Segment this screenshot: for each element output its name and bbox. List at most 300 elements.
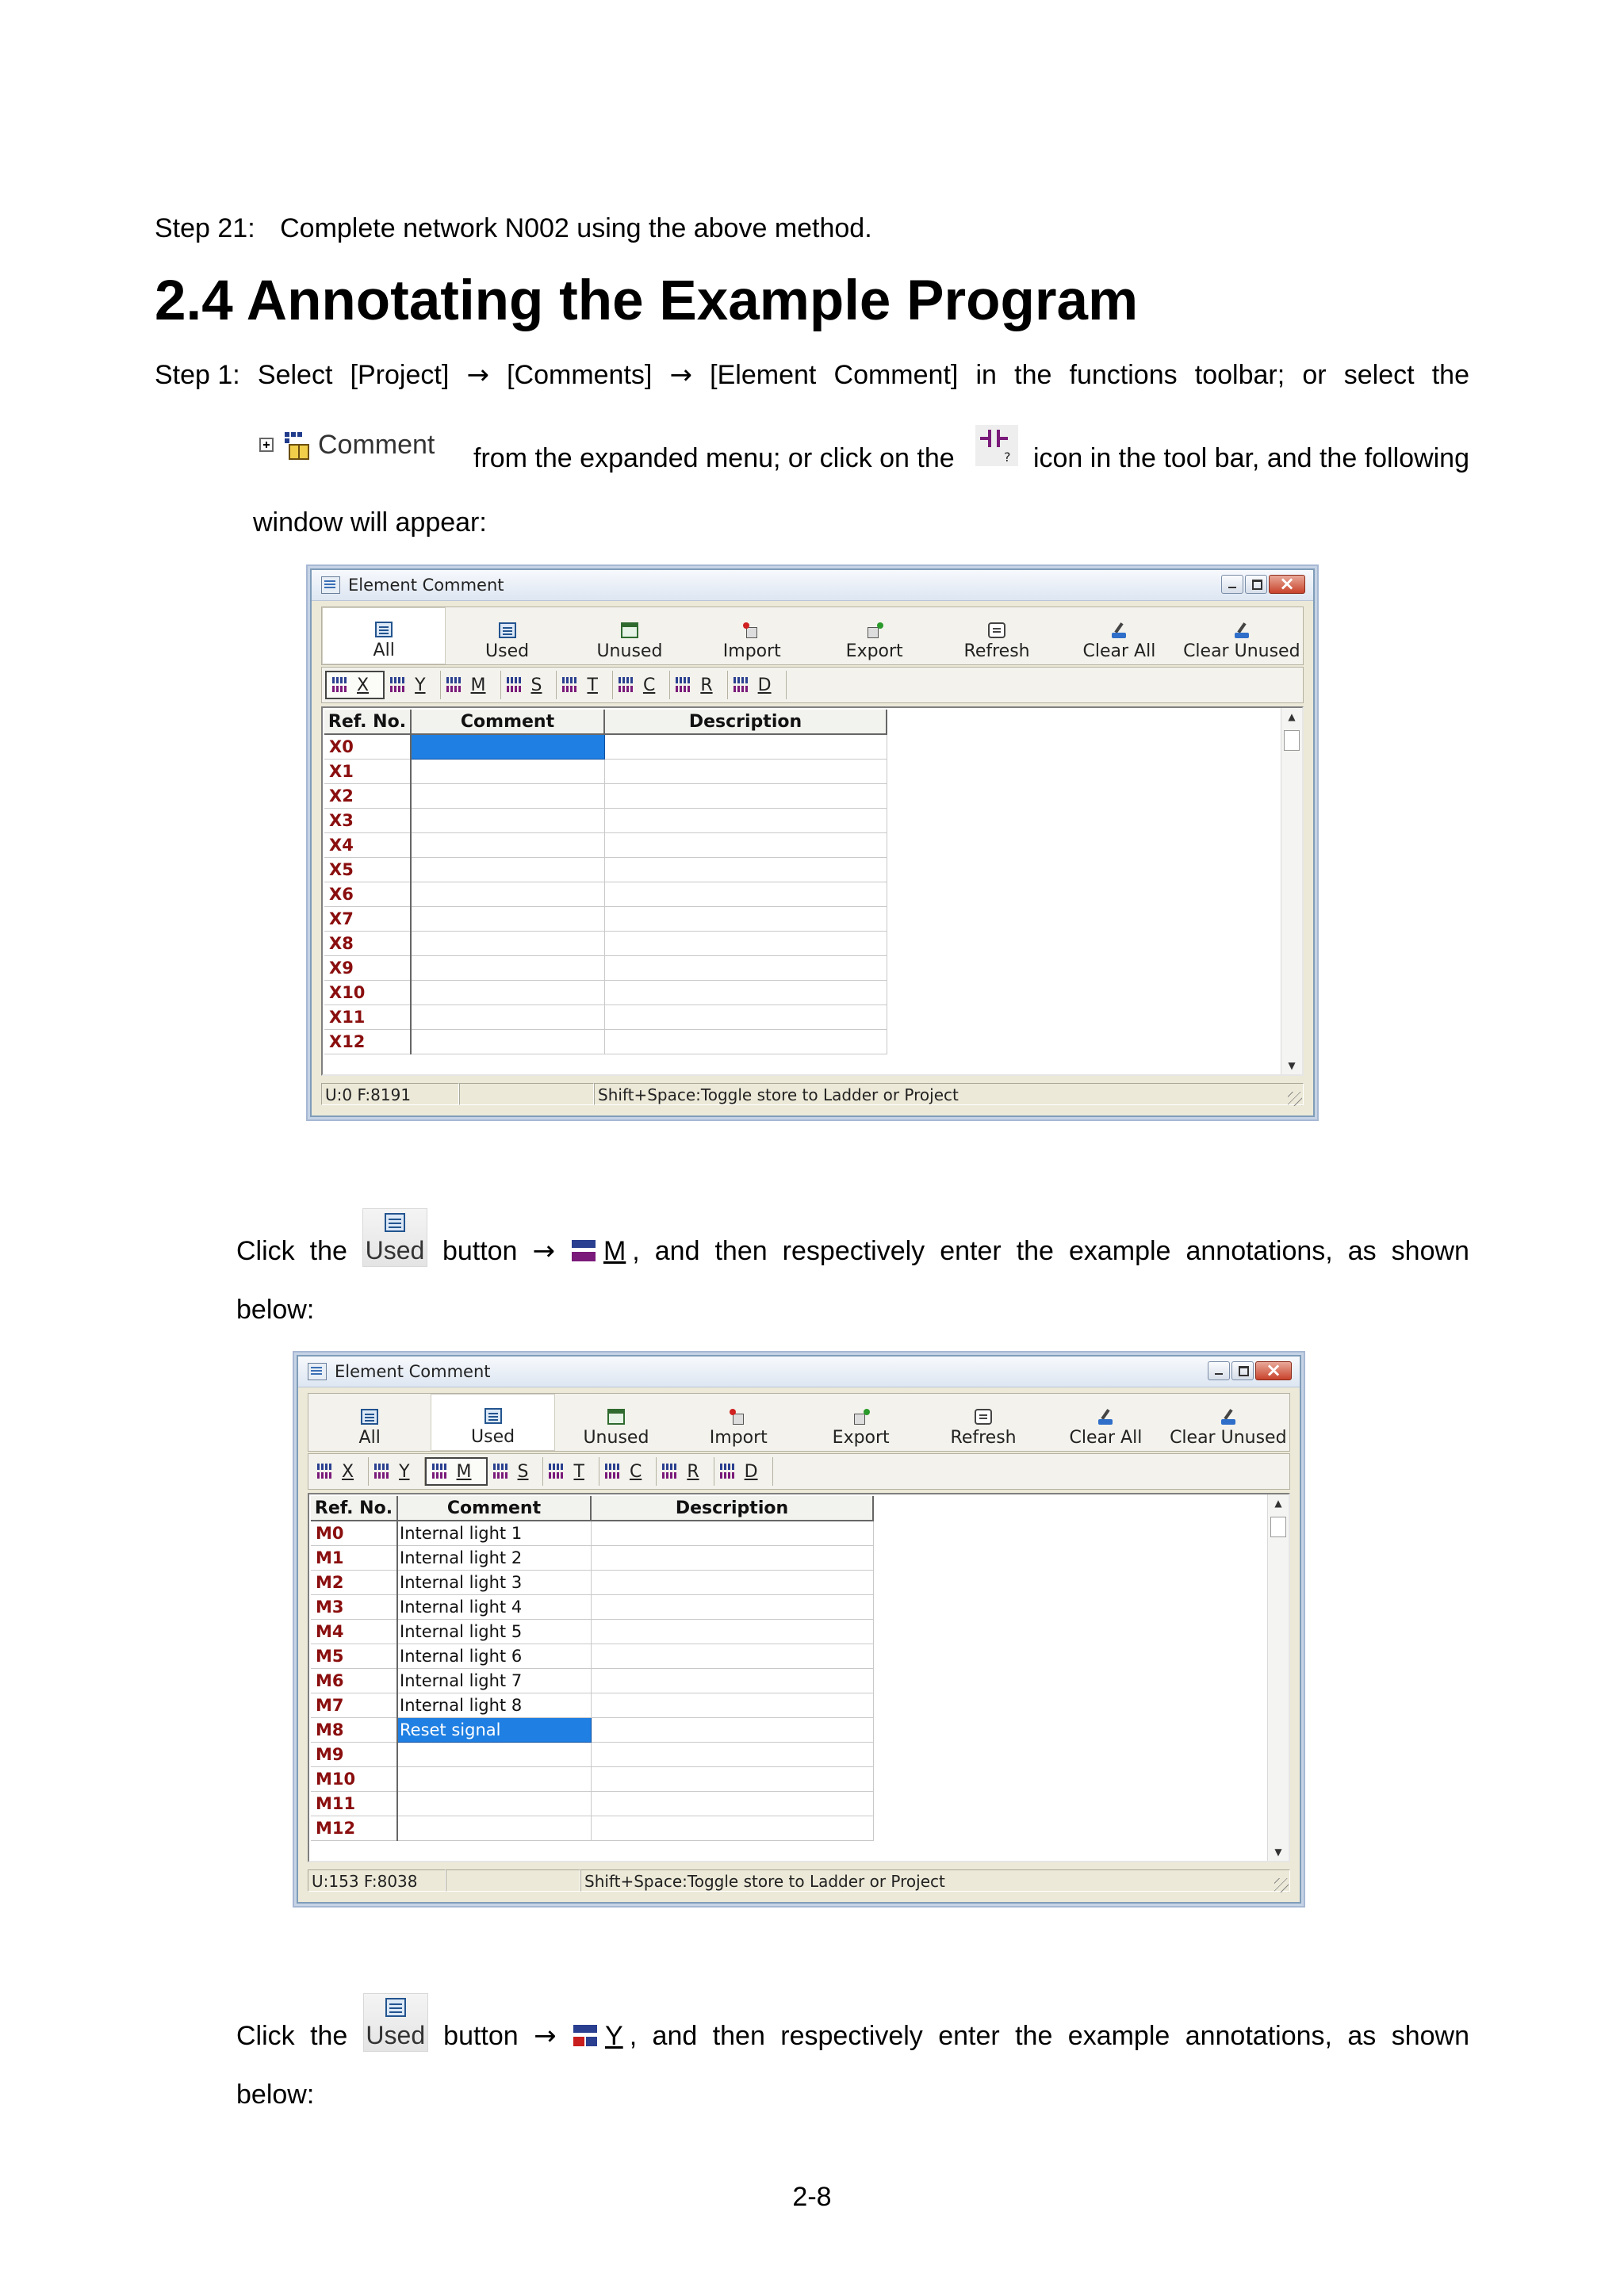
comment-cell[interactable]: Internal light 1 — [397, 1521, 591, 1546]
table-row[interactable] — [324, 907, 887, 932]
word: annotations, — [1185, 2021, 1332, 2051]
m-device-icon — [431, 1463, 449, 1480]
word: as — [1347, 1236, 1377, 1266]
comment-cell[interactable] — [411, 784, 604, 809]
word: enter — [940, 1236, 1002, 1266]
col-comment-header[interactable]: Comment — [397, 1496, 591, 1521]
refresh-button[interactable] — [922, 1394, 1044, 1451]
element-comment-window-1 — [310, 568, 1315, 1117]
ref-cell: M11 — [311, 1792, 397, 1816]
ref-cell: M7 — [311, 1693, 397, 1718]
all-button[interactable] — [322, 607, 446, 664]
device-r-button[interactable] — [657, 1457, 714, 1486]
ref-cell: X3 — [324, 809, 411, 833]
r-device-icon — [675, 676, 692, 694]
description-cell[interactable] — [604, 809, 887, 833]
word: toolbar; — [1194, 360, 1285, 390]
table-row[interactable] — [311, 1521, 873, 1546]
table-row[interactable] — [324, 734, 887, 760]
para2-tail: below: — [236, 1295, 315, 1325]
resize-grip-icon[interactable] — [1288, 1092, 1302, 1106]
device-d-button[interactable] — [728, 671, 787, 699]
button-label: Y — [399, 1461, 410, 1482]
device-x-button[interactable] — [325, 671, 385, 699]
button-label: M — [470, 675, 486, 695]
comment-book-icon — [282, 430, 313, 461]
description-cell[interactable] — [591, 1693, 873, 1718]
table-row[interactable] — [311, 1644, 873, 1669]
col-description-header[interactable]: Description — [604, 710, 887, 734]
description-cell[interactable] — [591, 1595, 873, 1620]
x-device-icon — [316, 1463, 334, 1480]
device-t-button[interactable] — [543, 1457, 599, 1486]
m-button-image — [570, 1235, 640, 1267]
step21-text: Complete network N002 using the above method. — [280, 213, 872, 243]
comment-node-label: Comment — [318, 430, 435, 460]
description-cell[interactable] — [604, 907, 887, 932]
close-button[interactable] — [1269, 575, 1305, 594]
word: the — [309, 1236, 347, 1266]
table-row[interactable] — [311, 1816, 873, 1841]
export-button[interactable] — [814, 607, 936, 664]
ref-cell: X12 — [324, 1030, 411, 1054]
table-row[interactable] — [311, 1595, 873, 1620]
maximize-button[interactable] — [1231, 1361, 1254, 1380]
word: shown — [1391, 1236, 1469, 1266]
comment-cell[interactable]: Internal light 2 — [397, 1546, 591, 1571]
word: respectively — [782, 1236, 925, 1266]
button-label: Unused — [583, 1428, 649, 1448]
status-empty — [446, 1869, 580, 1892]
used-button[interactable] — [446, 607, 568, 664]
col-ref-header[interactable]: Ref. No. — [324, 710, 411, 734]
resize-grip-icon[interactable] — [1274, 1878, 1289, 1892]
refresh-icon — [975, 1409, 992, 1425]
word: button — [442, 1236, 518, 1266]
description-cell[interactable] — [591, 1743, 873, 1767]
status-bar — [321, 1081, 1304, 1108]
all-list-icon — [375, 622, 393, 637]
word: in — [975, 360, 997, 390]
step1-text3: window will appear: — [253, 507, 487, 538]
ref-cell: M2 — [311, 1571, 397, 1595]
close-button[interactable] — [1255, 1361, 1292, 1380]
comment-cell[interactable] — [397, 1767, 591, 1792]
unused-button[interactable] — [555, 1394, 677, 1451]
description-cell[interactable] — [604, 1030, 887, 1054]
scroll-thumb[interactable] — [1270, 1517, 1286, 1537]
table-row[interactable] — [311, 1767, 873, 1792]
used-list-icon — [383, 1212, 407, 1234]
minimize-button[interactable] — [1221, 575, 1243, 594]
button-label: T — [587, 675, 598, 695]
clear-all-button[interactable] — [1058, 607, 1180, 664]
button-label: Clear All — [1082, 641, 1156, 661]
comment-cell[interactable] — [411, 809, 604, 833]
comment-cell[interactable] — [411, 932, 604, 956]
ref-cell: M0 — [311, 1521, 397, 1546]
status-count: U:0 F:8191 — [321, 1083, 459, 1105]
ref-cell: X8 — [324, 932, 411, 956]
description-cell[interactable] — [604, 858, 887, 882]
button-label: Export — [832, 1428, 890, 1448]
page-number: 2-8 — [792, 2182, 832, 2212]
device-x-button[interactable] — [312, 1457, 369, 1486]
button-label: All — [373, 641, 395, 660]
ref-cell: X0 — [324, 734, 411, 760]
word: the — [1014, 360, 1052, 390]
clear-brush-icon — [1097, 1409, 1114, 1425]
description-cell[interactable] — [604, 833, 887, 858]
description-cell[interactable] — [604, 932, 887, 956]
table-row[interactable] — [311, 1669, 873, 1693]
status-hint: Shift+Space:Toggle store to Ladder or Project — [580, 1869, 1290, 1892]
import-button[interactable] — [691, 607, 813, 664]
section-heading: 2.4 Annotating the Example Program — [155, 270, 1139, 332]
button-label: X — [342, 1461, 354, 1482]
comment-table — [311, 1496, 874, 1841]
description-cell[interactable] — [591, 1521, 873, 1546]
description-cell[interactable] — [591, 1718, 873, 1743]
description-cell[interactable] — [591, 1546, 873, 1571]
vertical-scrollbar[interactable] — [1281, 708, 1302, 1074]
word: the — [1016, 1236, 1054, 1266]
col-ref-header[interactable]: Ref. No. — [311, 1496, 397, 1521]
description-cell[interactable] — [604, 956, 887, 981]
unused-button[interactable] — [569, 607, 691, 664]
col-comment-header[interactable]: Comment — [411, 710, 604, 734]
comment-cell[interactable] — [411, 760, 604, 784]
r-device-icon — [661, 1463, 679, 1480]
table-row[interactable] — [324, 882, 887, 907]
button-image-label: Used — [365, 1236, 425, 1265]
col-description-header[interactable]: Description — [591, 1496, 873, 1521]
y-device-icon — [373, 1463, 391, 1480]
description-cell[interactable] — [604, 981, 887, 1005]
export-button[interactable] — [800, 1394, 922, 1451]
x-device-icon — [331, 676, 349, 694]
para3-tail: below: — [236, 2080, 315, 2110]
used-button-image — [362, 1208, 427, 1267]
table-row[interactable] — [324, 956, 887, 981]
comment-grid — [308, 1493, 1290, 1862]
device-type-toolbar — [321, 667, 1304, 703]
description-cell[interactable] — [604, 760, 887, 784]
button-label: Import — [709, 1428, 768, 1448]
c-device-icon — [618, 676, 635, 694]
ref-cell: X5 — [324, 858, 411, 882]
button-label: D — [757, 675, 772, 695]
button-image-label: M — [603, 1236, 626, 1266]
y-button-image — [572, 2020, 637, 2052]
word: [Project] — [350, 360, 450, 390]
table-row[interactable] — [324, 760, 887, 784]
ref-cell: X2 — [324, 784, 411, 809]
ref-cell: M10 — [311, 1767, 397, 1792]
ref-cell: M3 — [311, 1595, 397, 1620]
comment-cell[interactable] — [411, 858, 604, 882]
description-cell[interactable] — [591, 1644, 873, 1669]
table-row[interactable] — [311, 1620, 873, 1644]
ref-cell: X6 — [324, 882, 411, 907]
ref-cell: X7 — [324, 907, 411, 932]
button-label: Clear Unused — [1183, 641, 1300, 661]
word: shown — [1391, 2021, 1469, 2051]
import-icon — [730, 1409, 747, 1425]
table-row[interactable] — [324, 932, 887, 956]
ref-cell: M6 — [311, 1669, 397, 1693]
word: and — [654, 1236, 700, 1266]
word: button — [443, 2021, 519, 2051]
status-empty — [459, 1083, 594, 1105]
button-label: Refresh — [950, 1428, 1017, 1448]
description-cell[interactable] — [604, 734, 887, 760]
button-label: C — [629, 1461, 642, 1482]
button-label: Unused — [596, 641, 663, 661]
word: the — [1015, 2021, 1053, 2051]
table-row[interactable] — [324, 809, 887, 833]
scroll-up-arrow-icon[interactable]: ▲ — [1288, 711, 1296, 722]
ref-cell: M4 — [311, 1620, 397, 1644]
vertical-scrollbar[interactable] — [1267, 1494, 1289, 1861]
description-cell[interactable] — [591, 1792, 873, 1816]
word: example — [1068, 1236, 1171, 1266]
comment-cell[interactable] — [411, 1005, 604, 1030]
table-row[interactable] — [324, 1005, 887, 1030]
table-row[interactable] — [311, 1693, 873, 1718]
table-row[interactable] — [311, 1718, 873, 1743]
status-bar — [308, 1867, 1290, 1894]
comment-cell[interactable] — [411, 1030, 604, 1054]
element-comment-tool-icon — [975, 425, 1018, 466]
button-label: Refresh — [963, 641, 1030, 661]
table-row[interactable] — [311, 1571, 873, 1595]
comment-cell[interactable] — [397, 1792, 591, 1816]
button-label: C — [642, 675, 656, 695]
button-image-label: Y — [605, 2021, 623, 2051]
import-icon — [743, 622, 760, 638]
used-button[interactable] — [431, 1394, 554, 1451]
element-comment-icon — [975, 425, 1018, 466]
clear-brush-icon — [1220, 1409, 1237, 1425]
description-cell[interactable] — [604, 1005, 887, 1030]
m-device-icon — [446, 676, 463, 694]
description-cell[interactable] — [591, 1816, 873, 1841]
step1-line2 — [258, 428, 1469, 484]
word: or — [1302, 360, 1327, 390]
clear-all-button[interactable] — [1044, 1394, 1166, 1451]
table-row[interactable] — [324, 981, 887, 1005]
expand-plus-icon — [258, 436, 277, 455]
table-row[interactable] — [324, 833, 887, 858]
step21-line — [155, 212, 872, 244]
ref-cell: X4 — [324, 833, 411, 858]
button-label: M — [456, 1461, 472, 1482]
clear-brush-icon — [1110, 622, 1128, 638]
y-device-icon — [572, 2022, 599, 2049]
comment-cell[interactable] — [411, 734, 604, 760]
device-d-button[interactable] — [714, 1457, 773, 1486]
export-icon — [866, 622, 883, 638]
filter-toolbar — [308, 1393, 1290, 1452]
ref-cell: M8 — [311, 1718, 397, 1743]
button-label: S — [517, 1461, 529, 1482]
window-app-icon — [308, 1363, 327, 1380]
comment-grid — [321, 706, 1304, 1076]
scroll-down-arrow-icon[interactable]: ▼ — [1274, 1846, 1282, 1858]
comment-cell[interactable] — [411, 981, 604, 1005]
title-bar[interactable] — [312, 570, 1313, 601]
button-label: Clear Unused — [1170, 1428, 1287, 1448]
comment-cell[interactable] — [397, 1743, 591, 1767]
table-row[interactable] — [311, 1546, 873, 1571]
device-s-button[interactable] — [501, 671, 557, 699]
comment-cell[interactable]: Internal light 8 — [397, 1693, 591, 1718]
button-label: Y — [415, 675, 426, 695]
comment-cell[interactable] — [411, 882, 604, 907]
comment-cell[interactable]: Internal light 6 — [397, 1644, 591, 1669]
all-button[interactable] — [308, 1394, 431, 1451]
device-y-button[interactable] — [369, 1457, 424, 1486]
button-image-label: Used — [366, 2021, 426, 2049]
word: then — [714, 1236, 768, 1266]
table-row[interactable] — [311, 1743, 873, 1767]
button-label: Import — [722, 641, 781, 661]
word: respectively — [780, 2021, 923, 2051]
device-y-button[interactable] — [385, 671, 440, 699]
description-cell[interactable] — [604, 784, 887, 809]
word: select — [1343, 360, 1415, 390]
arrow-glyph: → — [669, 359, 693, 391]
button-label: Used — [485, 641, 530, 661]
ref-cell: X10 — [324, 981, 411, 1005]
comment-cell[interactable]: Internal light 4 — [397, 1595, 591, 1620]
button-label: Clear All — [1069, 1428, 1143, 1448]
minimize-button[interactable] — [1208, 1361, 1230, 1380]
used-list-icon — [384, 1997, 408, 2019]
import-button[interactable] — [677, 1394, 799, 1451]
word: [Comments] — [507, 360, 653, 390]
description-cell[interactable] — [604, 882, 887, 907]
scroll-down-arrow-icon[interactable]: ▼ — [1288, 1060, 1296, 1071]
device-r-button[interactable] — [670, 671, 727, 699]
description-cell[interactable] — [591, 1620, 873, 1644]
scroll-thumb[interactable] — [1284, 730, 1300, 751]
word: and — [652, 2021, 698, 2051]
word: then — [712, 2021, 765, 2051]
description-cell[interactable] — [591, 1767, 873, 1792]
refresh-button[interactable] — [936, 607, 1058, 664]
description-cell[interactable] — [591, 1669, 873, 1693]
device-m-button[interactable] — [425, 1457, 488, 1486]
device-c-button[interactable] — [599, 1457, 657, 1486]
table-row[interactable] — [324, 784, 887, 809]
step1-text2b: icon in the tool bar, and the following — [1032, 443, 1469, 473]
comment-cell[interactable]: Internal light 7 — [397, 1669, 591, 1693]
element-comment-window-2 — [297, 1355, 1301, 1904]
refresh-icon — [988, 622, 1005, 638]
filter-toolbar — [321, 607, 1304, 665]
ref-cell: M9 — [311, 1743, 397, 1767]
button-label: D — [744, 1461, 758, 1482]
comment-cell[interactable] — [411, 907, 604, 932]
all-list-icon — [361, 1409, 378, 1425]
used-list-icon — [499, 622, 516, 638]
s-device-icon — [506, 676, 523, 694]
step1-label: Step 1: — [155, 360, 240, 390]
title-bar[interactable] — [298, 1357, 1300, 1387]
comment-cell[interactable]: Internal light 5 — [397, 1620, 591, 1644]
device-c-button[interactable] — [613, 671, 670, 699]
word: Click — [236, 1236, 295, 1266]
c-device-icon — [604, 1463, 622, 1480]
description-cell[interactable] — [591, 1571, 873, 1595]
word: as — [1347, 2021, 1377, 2051]
button-label: All — [358, 1428, 381, 1448]
d-device-icon — [719, 1463, 737, 1480]
step1-text2a: from the expanded menu; or click on the — [473, 443, 955, 473]
button-label: Export — [845, 641, 903, 661]
table-row[interactable] — [324, 858, 887, 882]
ref-cell: X9 — [324, 956, 411, 981]
device-t-button[interactable] — [557, 671, 612, 699]
arrow-glyph: → — [534, 2020, 557, 2052]
button-label: T — [573, 1461, 584, 1482]
arrow-glyph: → — [466, 359, 489, 391]
table-row[interactable] — [311, 1792, 873, 1816]
ref-cell: M5 — [311, 1644, 397, 1669]
clear-brush-icon — [1233, 622, 1251, 638]
comment-cell[interactable] — [397, 1816, 591, 1841]
word: annotations, — [1185, 1236, 1333, 1266]
arrow-glyph: → — [532, 1235, 555, 1267]
device-m-button[interactable] — [441, 671, 501, 699]
clear-unused-button[interactable] — [1181, 607, 1303, 664]
button-label: S — [530, 675, 542, 695]
status-count: U:153 F:8038 — [308, 1869, 446, 1892]
word: the — [310, 2021, 348, 2051]
unused-list-icon — [607, 1409, 625, 1425]
button-label: R — [687, 1461, 699, 1482]
word: [Element — [710, 360, 817, 390]
comment-cell[interactable]: Internal light 3 — [397, 1571, 591, 1595]
clear-unused-button[interactable] — [1167, 1394, 1289, 1451]
step1-line1 — [155, 359, 1469, 391]
device-s-button[interactable] — [488, 1457, 544, 1486]
scroll-up-arrow-icon[interactable]: ▲ — [1274, 1498, 1282, 1509]
window-title: Element Comment — [335, 1362, 491, 1381]
svg-text:?: ? — [1004, 450, 1011, 465]
t-device-icon — [548, 1463, 565, 1480]
ref-cell: M1 — [311, 1546, 397, 1571]
comment-cell[interactable] — [411, 956, 604, 981]
y-device-icon — [389, 676, 407, 694]
used-button-image — [363, 1993, 428, 2052]
word: Comment] — [833, 360, 959, 390]
table-row[interactable] — [324, 1030, 887, 1054]
comment-cell[interactable]: Reset signal — [397, 1718, 591, 1743]
button-label: X — [357, 675, 370, 695]
comment-cell[interactable] — [411, 833, 604, 858]
maximize-button[interactable] — [1245, 575, 1267, 594]
status-hint: Shift+Space:Toggle store to Ladder or Project — [594, 1083, 1304, 1105]
button-label: Used — [471, 1427, 515, 1447]
button-label: R — [700, 675, 713, 695]
used-list-icon — [485, 1408, 502, 1424]
d-device-icon — [733, 676, 750, 694]
para2-line1 — [236, 1203, 1469, 1267]
step21-label: Step 21: — [155, 213, 255, 243]
